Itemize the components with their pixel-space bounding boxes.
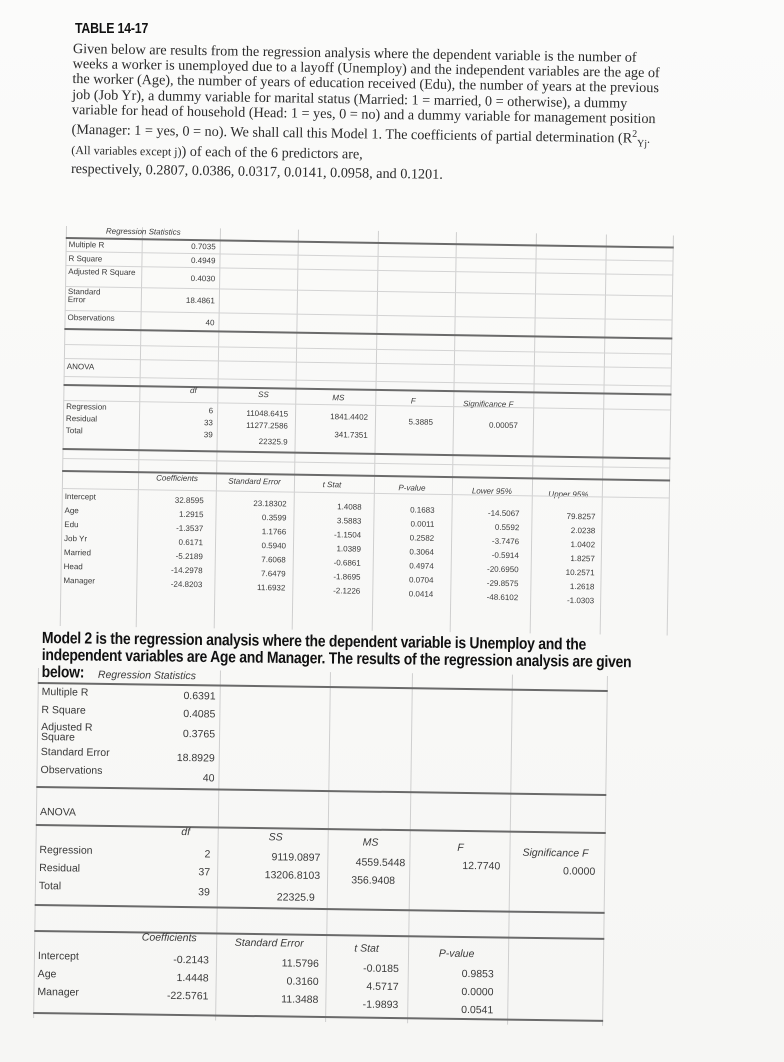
model1-anova-source: Residual bbox=[65, 414, 98, 424]
model2-stat-value: 40 bbox=[202, 772, 215, 785]
model2-anova-col-ss: SS bbox=[268, 831, 283, 844]
model2-anova-df: 2 bbox=[204, 848, 211, 861]
model2-coef-col-coef: Coefficients bbox=[141, 931, 197, 945]
table-title: TABLE 14-17 bbox=[75, 20, 149, 37]
model1-coef-value: -1.3537 bbox=[176, 523, 204, 534]
model2-anova-col-f: F bbox=[457, 841, 464, 854]
model1-coef-lower: -29.8575 bbox=[486, 578, 519, 589]
model1-coef-lower: -20.6950 bbox=[486, 564, 519, 575]
model2-output bbox=[33, 668, 608, 1026]
model1-anova-source: Regression bbox=[66, 402, 107, 412]
model1-coef-name: Married bbox=[63, 548, 92, 558]
model2-anova-col-ms: MS bbox=[362, 836, 379, 849]
model2-stats-header: Regression Statistics bbox=[97, 668, 197, 683]
model1-coef-upper: 1.2618 bbox=[569, 581, 595, 592]
model1-coef-se: 7.6068 bbox=[261, 555, 286, 565]
model2-anova-ms: 356.9408 bbox=[351, 874, 396, 888]
model1-coef-value: 32.8595 bbox=[174, 495, 204, 506]
model2-coef-p: 0.0000 bbox=[461, 985, 494, 999]
model1-coef-name: Intercept bbox=[64, 492, 96, 502]
model2-heading: Model 2 is the regression analysis where the dependent variable is Unemploy and the independent variables are Age and Manager. The results of the regression analysis are given below: bbox=[41, 629, 632, 682]
model1-coef-t: -1.1504 bbox=[333, 530, 362, 540]
model1-coef-col-coef: Coefficients bbox=[156, 473, 199, 484]
model1-coef-lower: -3.7476 bbox=[491, 536, 520, 547]
model1-anova-col-f: F bbox=[410, 396, 416, 406]
model2-stat-label: Multiple R bbox=[41, 686, 89, 699]
model1-anova-ss: 11048.6415 bbox=[246, 408, 289, 419]
model1-anova-f: 5.3885 bbox=[408, 417, 434, 427]
model2-anova-ms: 4559.5448 bbox=[355, 856, 406, 870]
model1-stat-value: 0.4030 bbox=[190, 273, 216, 284]
model2-anova-f: 12.7740 bbox=[462, 859, 501, 873]
model2-anova-sig: 0.0000 bbox=[563, 865, 596, 878]
model2-stat-label: Standard Error bbox=[40, 746, 110, 760]
model1-anova-df: 33 bbox=[203, 418, 213, 428]
model1-anova-ms: 341.7351 bbox=[334, 430, 368, 440]
model1-stat-value: 18.4861 bbox=[185, 295, 215, 306]
model1-anova-ms: 1841.4402 bbox=[330, 412, 369, 422]
model1-coef-upper: -1.0303 bbox=[566, 595, 595, 606]
model2-anova-source: Regression bbox=[39, 844, 93, 857]
model2-anova-col-df: df bbox=[181, 826, 191, 839]
model2-coef-p: 0.9853 bbox=[461, 967, 494, 981]
model1-coef-upper: 79.8257 bbox=[566, 511, 596, 522]
model1-coef-upper: 1.8257 bbox=[570, 553, 595, 564]
model1-coef-se: 0.3599 bbox=[261, 513, 287, 523]
model1-coef-value: 0.6171 bbox=[178, 537, 204, 548]
model1-coef-se: 23.18302 bbox=[253, 498, 287, 509]
model1-stats-header: Regression Statistics bbox=[105, 226, 181, 237]
model1-anova-source: Total bbox=[65, 426, 83, 436]
model2-coef-name: Intercept bbox=[37, 950, 79, 963]
model2-coef-value: 1.4448 bbox=[176, 971, 209, 985]
model2-coef-se: 11.3488 bbox=[281, 993, 319, 1006]
model2-coef-t: 4.5717 bbox=[366, 980, 399, 994]
model2-coef-t: -1.9893 bbox=[362, 998, 399, 1012]
model1-anova-col-df: df bbox=[190, 385, 197, 396]
model2-anova-ss: 9119.0897 bbox=[271, 851, 321, 864]
model2-stat-label: Observations bbox=[40, 764, 103, 777]
model1-coef-upper: 1.0402 bbox=[570, 539, 596, 550]
model2-coef-col-p: P-value bbox=[438, 947, 475, 961]
model1-coef-col-upper: Upper 95% bbox=[548, 489, 589, 500]
model1-coef-se: 11.6932 bbox=[256, 583, 286, 593]
model1-stat-label: Standard Error bbox=[67, 287, 101, 305]
model2-coef-value: -0.2143 bbox=[173, 953, 210, 967]
model2-stat-value: 0.6391 bbox=[183, 690, 216, 703]
r2-superscript: 2 bbox=[632, 128, 638, 140]
model1-coef-lower: -0.5914 bbox=[491, 550, 519, 561]
model1-coef-p: 0.1683 bbox=[410, 505, 435, 515]
model1-coef-se: 7.6479 bbox=[261, 569, 286, 579]
model1-coef-upper: 10.2571 bbox=[565, 567, 595, 578]
model2-anova-ss: 13206.8103 bbox=[264, 869, 321, 882]
model1-anova-label: ANOVA bbox=[66, 362, 95, 372]
model2-anova-df: 39 bbox=[198, 886, 210, 899]
model1-coef-col-lower: Lower 95% bbox=[471, 486, 512, 497]
model1-stat-value: 0.7035 bbox=[191, 241, 216, 252]
intro-paragraph bbox=[71, 42, 673, 187]
model1-anova-df: 39 bbox=[203, 430, 213, 440]
r2-subscript: Yj bbox=[636, 138, 648, 150]
model1-coef-name: Head bbox=[63, 562, 83, 572]
model1-output bbox=[60, 226, 674, 636]
model2-stat-value: 18.8929 bbox=[176, 751, 215, 765]
model1-coef-value: 1.2915 bbox=[178, 509, 204, 520]
model1-stat-label: R Square bbox=[68, 254, 103, 264]
model2-anova-ss: 22325.9 bbox=[276, 891, 315, 904]
model1-coef-t: -1.8695 bbox=[333, 572, 361, 582]
model2-coef-value: -22.5761 bbox=[166, 989, 209, 1003]
model2-stat-label: R Square bbox=[41, 704, 86, 717]
model2-stat-value: 0.4085 bbox=[183, 708, 216, 721]
model1-coef-t: -2.1226 bbox=[333, 586, 361, 596]
model2-coef-name: Age bbox=[37, 968, 57, 981]
model1-anova-df: 6 bbox=[208, 406, 214, 416]
model2-coef-col-t: t Stat bbox=[354, 942, 379, 955]
model1-anova-ss: 22325.9 bbox=[258, 437, 288, 447]
model2-anova-source: Residual bbox=[39, 862, 81, 875]
model1-coef-t: 1.4088 bbox=[337, 502, 362, 512]
model2-stat-label: Adjusted R Square bbox=[40, 721, 93, 744]
model2-coef-p: 0.0541 bbox=[461, 1003, 494, 1017]
model2-coef-se: 11.5796 bbox=[281, 957, 319, 970]
model2-coef-t: -0.0185 bbox=[363, 962, 399, 976]
model2-anova-df: 37 bbox=[198, 866, 211, 879]
model2-anova-col-sig: Significance F bbox=[522, 846, 589, 860]
intro-last-line: respectively, 0.2807, 0.0386, 0.0317, 0.0141, 0.0958, and 0.1201. bbox=[70, 160, 443, 183]
model1-coef-col-p: P-value bbox=[398, 483, 426, 493]
model1-coef-p: 0.3064 bbox=[409, 547, 434, 557]
model1-coef-t: 1.0389 bbox=[336, 544, 362, 554]
model2-coef-name: Manager bbox=[37, 986, 80, 999]
model1-stat-value: 0.4949 bbox=[190, 255, 216, 266]
model2-coef-col-se: Standard Error bbox=[234, 936, 304, 950]
model1-anova-col-ss: SS bbox=[257, 390, 269, 400]
model1-coef-col-se: Standard Error bbox=[228, 476, 281, 487]
model1-anova-col-sig: Significance F bbox=[463, 399, 514, 410]
model1-stat-label: Multiple R bbox=[68, 240, 105, 250]
model1-coef-p: 0.0704 bbox=[408, 575, 434, 585]
model1-coef-value: -24.8203 bbox=[170, 579, 203, 590]
model1-stat-value: 40 bbox=[205, 318, 215, 328]
model1-coef-p: 0.0011 bbox=[410, 519, 435, 529]
model1-coef-p: 0.0414 bbox=[408, 589, 434, 599]
model1-coef-t: -0.6861 bbox=[333, 558, 361, 568]
model1-coef-name: Job Yr bbox=[64, 534, 88, 544]
model1-coef-se: 1.1766 bbox=[261, 527, 287, 537]
model1-stat-label: Adjusted R Square bbox=[68, 267, 136, 278]
intro-text: Given below are results from the regression analysis where the dependent variable is the number of weeks a worker is unemployed due to a layoff (Unemploy) and the independent variables are the age of the worker (Age), the number of years of education received (Edu), the number of years at the previous job (Job Yr), a dummy variable for marital status (Married: 1 = married, 0 = otherwise), a dummy variable for head of household (Head: 1 = yes, 0 = no) and a dummy variable for management position (Manager: 1 = yes, 0 = no). We shall call this Model 1. The coefficients of partial determination (R bbox=[71, 41, 660, 147]
model1-coef-p: 0.2582 bbox=[409, 533, 435, 543]
model1-anova-col-ms: MS bbox=[332, 393, 345, 403]
model1-coef-lower: 0.5592 bbox=[494, 522, 520, 533]
model1-coef-name: Age bbox=[64, 506, 79, 516]
intro-tail: ) of each of the 6 predictors are, bbox=[181, 143, 363, 163]
model1-coef-col-t: t Stat bbox=[322, 480, 342, 490]
r2-condition: . (All variables except j) bbox=[71, 131, 651, 159]
model2-coef-se: 0.3160 bbox=[286, 975, 319, 988]
model1-anova-sig: 0.00057 bbox=[488, 420, 518, 431]
model1-coef-value: -5.2189 bbox=[175, 551, 203, 562]
model2-anova-source: Total bbox=[38, 880, 62, 893]
model1-coef-name: Edu bbox=[64, 520, 79, 530]
model2-stat-value: 0.3765 bbox=[182, 728, 216, 741]
model1-anova-ss: 11277.2586 bbox=[246, 420, 288, 431]
model1-coef-name: Manager bbox=[63, 576, 96, 586]
model1-coef-p: 0.4974 bbox=[409, 561, 434, 571]
model1-coef-lower: -14.5067 bbox=[487, 508, 520, 519]
model2-anova-label: ANOVA bbox=[39, 806, 77, 819]
model1-stat-label: Observations bbox=[67, 313, 115, 323]
model1-coef-value: -14.2978 bbox=[170, 565, 203, 576]
model1-coef-t: 3.5883 bbox=[336, 516, 362, 526]
model1-coef-upper: 2.0238 bbox=[570, 525, 596, 536]
model1-coef-se: 0.5940 bbox=[261, 541, 287, 551]
model1-coef-lower: -48.6102 bbox=[486, 592, 519, 603]
